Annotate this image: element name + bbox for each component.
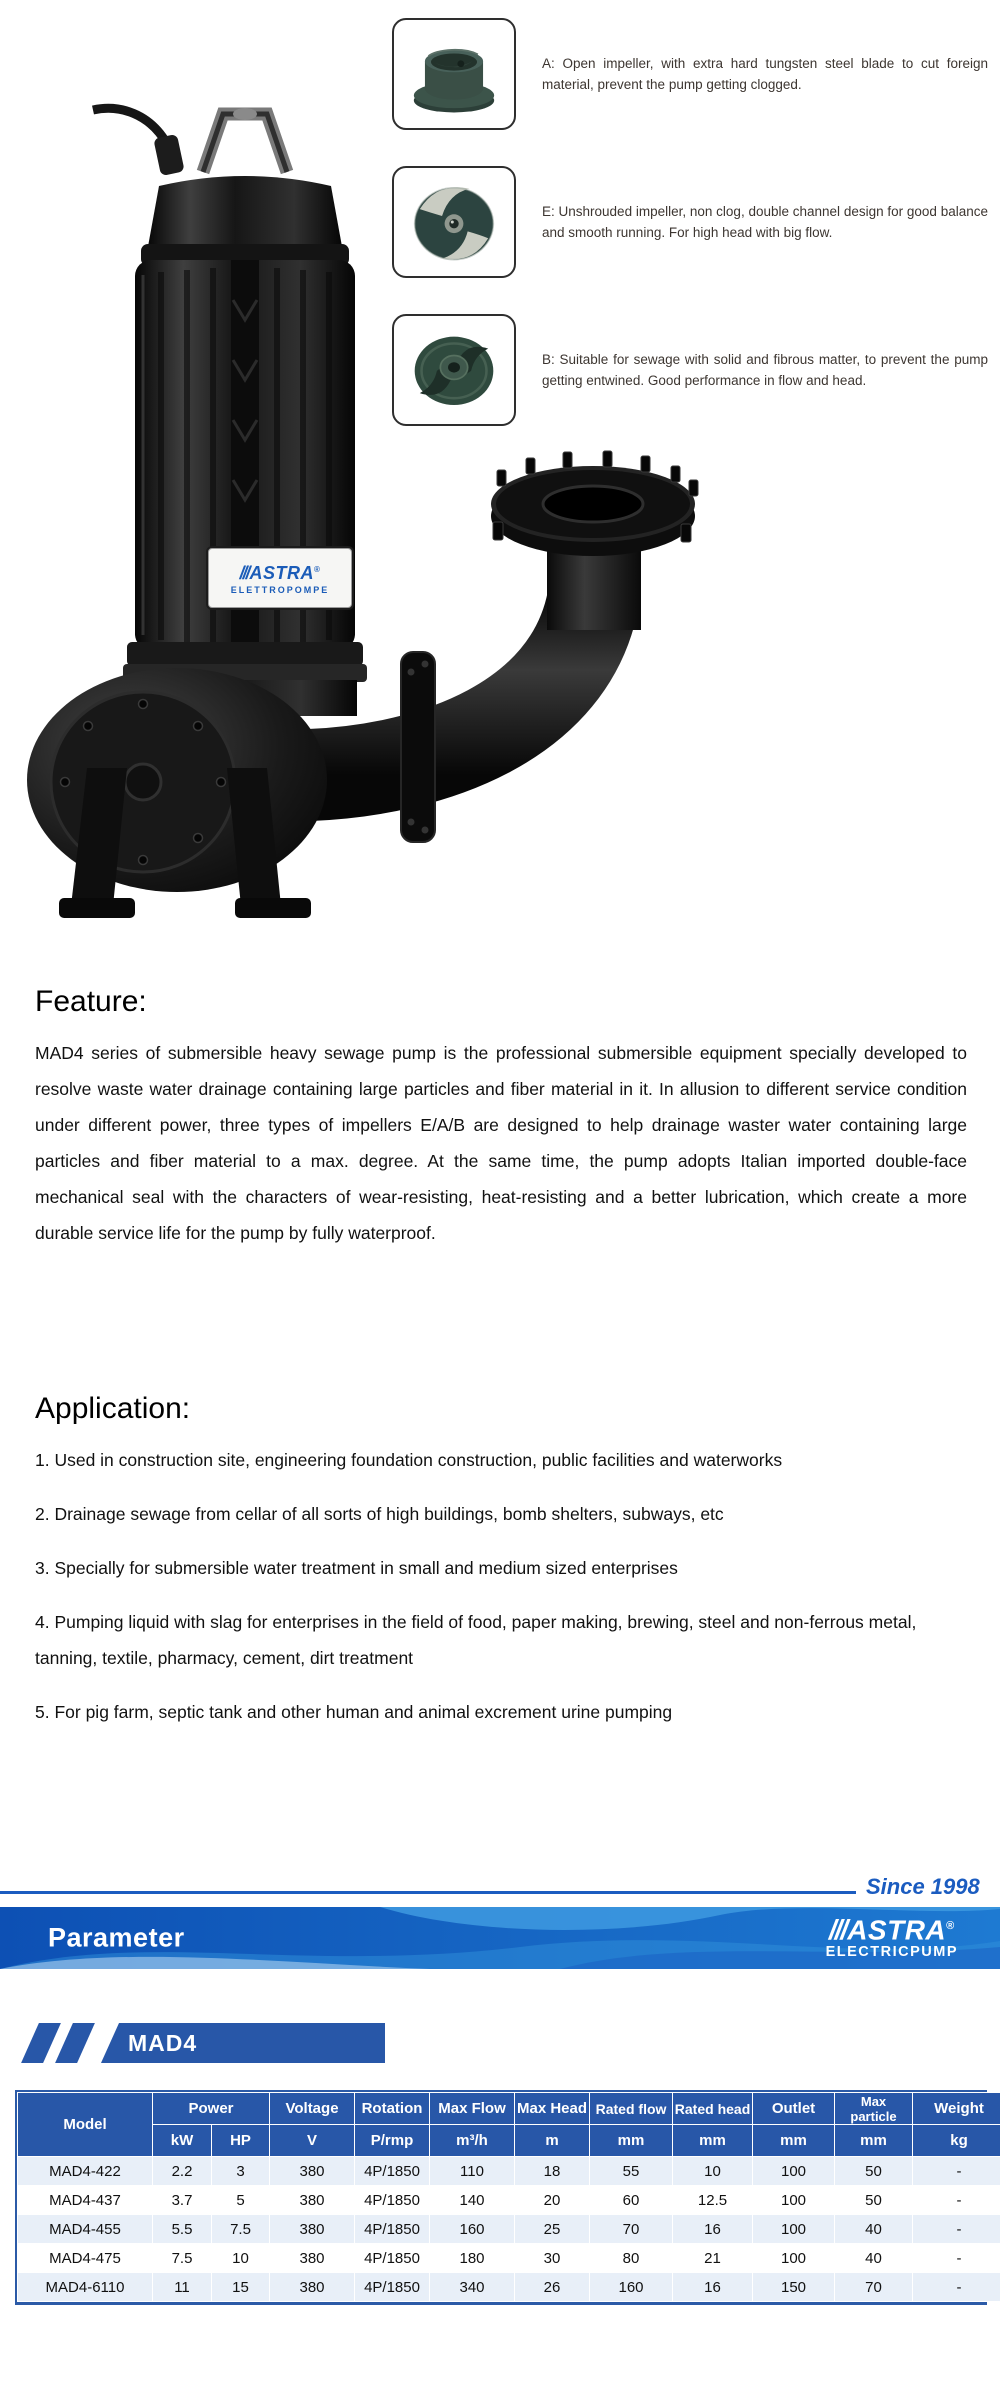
table-cell: 7.5: [212, 2215, 270, 2244]
table-cell: 70: [590, 2215, 673, 2244]
feature-section: [35, 985, 967, 1251]
application-item: 2. Drainage sewage from cellar of all sorts of high buildings, bomb shelters, subways, etc: [35, 1504, 724, 1524]
table-row: [18, 2186, 1000, 2215]
banner-brand-logo: [826, 1912, 958, 1960]
table-cell: 55: [590, 2157, 673, 2186]
table-cell: 380: [270, 2215, 355, 2244]
table-cell: 4P/1850: [355, 2186, 430, 2215]
logo-brand-text: ASTRA: [249, 563, 315, 583]
unit-mm: mm: [590, 2125, 673, 2157]
table-row: [18, 2157, 1000, 2186]
col-header-rated-flow: Rated flow: [590, 2093, 673, 2125]
impeller-row-e: [392, 166, 988, 278]
col-header-outlet: Outlet: [753, 2093, 835, 2125]
since-1998-text: Since 1998: [866, 1874, 980, 1899]
impeller-a-illustration: [401, 27, 507, 121]
series-name: MAD4: [128, 2030, 198, 2056]
col-header-rotation: Rotation: [355, 2093, 430, 2125]
logo-slashes-icon: ///: [239, 563, 249, 583]
unit-mm: mm: [673, 2125, 753, 2157]
table-cell: 18: [515, 2157, 590, 2186]
table-cell: 380: [270, 2157, 355, 2186]
table-cell: -: [913, 2244, 1000, 2273]
table-cell: 110: [430, 2157, 515, 2186]
table-cell: 150: [753, 2273, 835, 2302]
table-cell: 100: [753, 2157, 835, 2186]
table-cell: 3: [212, 2157, 270, 2186]
col-header-voltage: Voltage: [270, 2093, 355, 2125]
table-cell: 140: [430, 2186, 515, 2215]
table-cell: 4P/1850: [355, 2215, 430, 2244]
unit-m: m: [515, 2125, 590, 2157]
col-header-model: Model: [18, 2093, 153, 2157]
table-cell: 10: [673, 2157, 753, 2186]
table-cell: 180: [430, 2244, 515, 2273]
parameter-table-frame: [15, 2090, 987, 2305]
table-cell: 25: [515, 2215, 590, 2244]
table-cell: 100: [753, 2215, 835, 2244]
model-cell: MAD4-475: [18, 2244, 153, 2273]
table-cell: 50: [835, 2186, 913, 2215]
impeller-e-photo: [392, 166, 516, 278]
table-cell: -: [913, 2273, 1000, 2302]
unit-kw: kW: [153, 2125, 212, 2157]
model-cell: MAD4-6110: [18, 2273, 153, 2302]
table-row: [18, 2244, 1000, 2273]
table-cell: 5: [212, 2186, 270, 2215]
table-cell: 3.7: [153, 2186, 212, 2215]
table-cell: 40: [835, 2215, 913, 2244]
impeller-e-illustration: [401, 175, 507, 269]
feature-heading: Feature:: [35, 985, 147, 1018]
col-header-max-head: Max Head: [515, 2093, 590, 2125]
impeller-row-a: [392, 18, 988, 130]
unit-mm: mm: [835, 2125, 913, 2157]
table-cell: 20: [515, 2186, 590, 2215]
table-cell: 340: [430, 2273, 515, 2302]
impeller-section: [392, 18, 988, 462]
table-cell: 4P/1850: [355, 2273, 430, 2302]
col-header-max-flow: Max Flow: [430, 2093, 515, 2125]
table-cell: 7.5: [153, 2244, 212, 2273]
table-cell: -: [913, 2215, 1000, 2244]
table-cell: 100: [753, 2186, 835, 2215]
table-cell: 16: [673, 2215, 753, 2244]
table-cell: 10: [212, 2244, 270, 2273]
logo-slashes-icon: ///: [828, 1914, 847, 1946]
table-cell: 16: [673, 2273, 753, 2302]
table-cell: 100: [753, 2244, 835, 2273]
series-tab: [20, 2023, 385, 2063]
table-row: [18, 2215, 1000, 2244]
banner-title: Parameter: [48, 1922, 185, 1953]
impeller-a-photo: [392, 18, 516, 130]
table-cell: 5.5: [153, 2215, 212, 2244]
unit-mm: mm: [753, 2125, 835, 2157]
unit-prmp: P/rmp: [355, 2125, 430, 2157]
table-row: [18, 2273, 1000, 2302]
unit-hp: HP: [212, 2125, 270, 2157]
table-cell: 12.5: [673, 2186, 753, 2215]
unit-kg: kg: [913, 2125, 1000, 2157]
table-cell: 380: [270, 2273, 355, 2302]
table-cell: 380: [270, 2244, 355, 2273]
table-cell: 380: [270, 2186, 355, 2215]
table-cell: 21: [673, 2244, 753, 2273]
unit-v: V: [270, 2125, 355, 2157]
model-cell: MAD4-455: [18, 2215, 153, 2244]
table-header-row: [18, 2093, 1000, 2125]
table-cell: 70: [835, 2273, 913, 2302]
impeller-a-description: A: Open impeller, with extra hard tungsten steel blade to cut foreign material, prevent the pump getting clogged.: [542, 56, 988, 92]
application-item: 3. Specially for submersible water treatment in small and medium sized enterprises: [35, 1558, 678, 1578]
tab-stripe-icon: [55, 2023, 95, 2063]
logo-sub-text: ELETTROPOMPE: [230, 585, 330, 595]
impeller-b-description: B: Suitable for sewage with solid and fibrous matter, to prevent the pump getting entwined. Good performance in flow and head.: [542, 352, 988, 388]
col-header-power: Power: [153, 2093, 270, 2125]
application-item: 1. Used in construction site, engineering foundation construction, public facilities and waterworks: [35, 1450, 783, 1470]
application-heading: Application:: [35, 1392, 191, 1425]
impeller-b-illustration: [401, 323, 507, 417]
table-cell: 26: [515, 2273, 590, 2302]
logo-sub-text: ELECTRICPUMP: [825, 1944, 958, 1961]
pump-brand-label: [208, 548, 352, 608]
logo-brand-text: ASTRA: [847, 1914, 947, 1946]
col-header-weight: Weight: [913, 2093, 1000, 2125]
parameter-table: [17, 2092, 1000, 2302]
since-divider-line: [0, 1891, 856, 1894]
impeller-b-photo: [392, 314, 516, 426]
unit-m3h: m³/h: [430, 2125, 515, 2157]
tab-stripe-icon: [21, 2023, 61, 2063]
table-cell: 50: [835, 2157, 913, 2186]
table-cell: 15: [212, 2273, 270, 2302]
application-item: 4. Pumping liquid with slag for enterprises in the field of food, paper making, brewing, steel and non-ferrous metal, tanning, textile, pharmacy, cement, dirt treatment: [35, 1612, 917, 1668]
table-cell: 4P/1850: [355, 2157, 430, 2186]
model-cell: MAD4-437: [18, 2186, 153, 2215]
table-cell: 160: [430, 2215, 515, 2244]
feature-body: MAD4 series of submersible heavy sewage pump is the professional submersible equipment specially developed to resolve waste water drainage containing large particles and fiber material in it. In allusion to different service condition under different power, three types of impellers E/A/B are designed to help drainage waster water containing large particles and fiber material to a max. degree. At the same time, the pump adopts Italian imported double-face mechanical seal with the characters of wear-resisting, heat-resisting and a better lubrication, which create a more durable service life for the pump by fully waterproof.: [35, 1043, 967, 1243]
table-cell: 4P/1850: [355, 2244, 430, 2273]
table-cell: -: [913, 2157, 1000, 2186]
table-cell: 30: [515, 2244, 590, 2273]
table-cell: -: [913, 2186, 1000, 2215]
table-cell: 40: [835, 2244, 913, 2273]
application-item: 5. For pig farm, septic tank and other human and animal excrement urine pumping: [35, 1702, 673, 1722]
model-cell: MAD4-422: [18, 2157, 153, 2186]
table-cell: 2.2: [153, 2157, 212, 2186]
registered-mark: ®: [946, 1920, 955, 1932]
table-cell: 80: [590, 2244, 673, 2273]
registered-mark: ®: [314, 565, 321, 574]
table-cell: 160: [590, 2273, 673, 2302]
parameter-banner: [0, 1907, 1000, 1969]
col-header-max-particle: Max particle: [835, 2093, 913, 2125]
table-cell: 11: [153, 2273, 212, 2302]
col-header-rated-head: Rated head: [673, 2093, 753, 2125]
table-cell: 60: [590, 2186, 673, 2215]
impeller-e-description: E: Unshrouded impeller, non clog, double channel design for good balance and smooth running. For high head with big flow.: [542, 204, 988, 240]
mastra-logo: [240, 561, 321, 582]
table-units-row: [18, 2125, 1000, 2157]
impeller-row-b: [392, 314, 988, 426]
application-section: [35, 1392, 967, 1748]
mastra-logo: [826, 1912, 958, 1944]
